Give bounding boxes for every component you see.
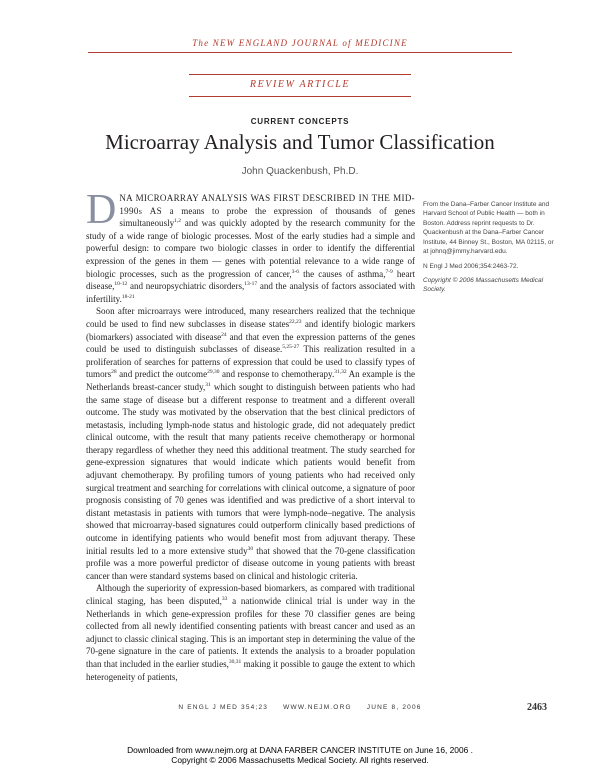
article-type-rule-top bbox=[189, 74, 411, 75]
article-type-rule-bottom bbox=[189, 96, 411, 97]
download-notice bbox=[0, 745, 600, 765]
lead-in-smallcaps: NA MICROARRAY ANALYSIS WAS FIRST DESCRIBED IN THE MID-1990s AS bbox=[119, 193, 415, 216]
citation: N Engl J Med 2006;354:2463-72. bbox=[423, 263, 519, 271]
reference-superscript: 10-12 bbox=[114, 281, 128, 288]
reference-superscript: 28 bbox=[111, 369, 117, 376]
reference-superscript: 30 bbox=[247, 545, 254, 552]
page-footer: N ENGL J MED 354;23 WWW.NEJM.ORG JUNE 8, 2006 bbox=[178, 704, 422, 711]
reference-superscript: 18-21 bbox=[121, 293, 135, 300]
reference-superscript: 7-9 bbox=[385, 268, 393, 275]
text-run: and response to chemotherapy. bbox=[219, 369, 335, 380]
page-number: 2463 bbox=[527, 702, 547, 713]
reference-superscript: 24 bbox=[221, 331, 227, 338]
reference-superscript: 30,31 bbox=[228, 658, 242, 665]
text-run: and the analysis of factors associated with infertility. bbox=[86, 281, 415, 304]
text-run: heart disease, bbox=[86, 268, 415, 292]
text-run: and identify biologic markers (biomarkers) associated with disease bbox=[86, 318, 415, 342]
text-run: and was quickly adopted by the research community for the study of a wide range of biologic processes. Most of the early studies had a simple and powerful design: to compare two biologic classes in order to identify the differential expression of the genes in them — genes with potential relevance to a wide range of biologic processes, such as the progression of cancer, bbox=[86, 218, 415, 279]
reference-superscript: 22,23 bbox=[289, 318, 302, 325]
reference-superscript: 3-6 bbox=[291, 268, 299, 275]
header-rule bbox=[88, 52, 512, 53]
reference-superscript: 29,30 bbox=[207, 369, 220, 376]
text-run: that showed that the 70-gene classification profile was a more powerful predictor of disease outcome in young patients with breast cancer than were standard systems based on clinical and histologic criteria. bbox=[86, 545, 415, 581]
author-affiliation: From the Dana–Farber Cancer Institute and Harvard School of Public Health — both in Boston. Address reprint requests to Dr. Quackenbush at the Dana–Farber Cancer Institute, 44 Binney St., Boston, MA 02115, or at johnq@jimmy.harvard.edu. bbox=[423, 201, 554, 256]
text-run: An example is the Netherlands breast-cancer study, bbox=[86, 369, 415, 392]
text-run: Although the superiority of expression-based biomarkers, as compared with traditional clinical staging, has been disputed, bbox=[86, 583, 415, 606]
download-line: Downloaded from www.nejm.org at DANA FARBER CANCER INSTITUTE on June 16, 2006 . bbox=[127, 745, 473, 755]
article-body bbox=[86, 187, 416, 683]
copyright-notice: Copyright © 2006 Massachusetts Medical Society. bbox=[423, 276, 544, 294]
text-run: and that even the expression patterns of the genes could be used to distinguish subclasses of disease. bbox=[86, 331, 415, 355]
article-sidebar bbox=[423, 200, 557, 301]
paragraph-1 bbox=[86, 187, 415, 305]
text-run: making it possible to gauge the extent to which heterogeneity of patients, bbox=[86, 658, 415, 682]
text-run: This realization resulted in a proliferation of searches for patterns of expression that could be used to classify types of tumors bbox=[86, 344, 415, 380]
reference-superscript: 33 bbox=[221, 595, 228, 602]
copyright-line: Copyright © 2006 Massachusetts Medical Society. All rights reserved. bbox=[171, 755, 429, 765]
text-run: and predict the outcome bbox=[116, 369, 208, 380]
author-name: John Quackenbush, Ph.D. bbox=[241, 166, 359, 177]
section-label: CURRENT CONCEPTS bbox=[250, 117, 350, 126]
journal-header: The NEW ENGLAND JOURNAL of MEDICINE bbox=[192, 38, 408, 48]
reference-superscript: 5,25-27 bbox=[282, 344, 300, 351]
article-type: REVIEW ARTICLE bbox=[249, 79, 351, 90]
text-run: and neuropsychiatric disorders, bbox=[127, 281, 245, 292]
text-run: a nationwide clinical trial is under way in the Netherlands in which gene-expression profiles for these 70 classifier genes are being collected from all newly identified consenting patients with breast cancer and used as an adjunct to classic clinical staging. This is an important step in determining the value of the 70-gene signature in the care of patients. It extends the analysis to a broader population than that included in the earlier studies, bbox=[86, 596, 416, 669]
reference-superscript: 13-17 bbox=[244, 281, 258, 288]
paragraph-3 bbox=[86, 582, 415, 683]
text-run: Soon after microarrays were introduced, many researchers realized that the technique could be used to find new subclasses in disease states bbox=[86, 306, 415, 329]
reference-superscript: 1,2 bbox=[174, 218, 181, 225]
paragraph-2 bbox=[86, 305, 415, 582]
text-run: the causes of asthma, bbox=[299, 268, 386, 279]
article-title: Microarray Analysis and Tumor Classification bbox=[105, 130, 495, 154]
drop-cap: D bbox=[86, 187, 117, 233]
text-run: which sought to distinguish between patients who had the same stage of disease but a different response to treatment and a different overall outcome. The study was motivated by the observation that the best clinical predictors of metastasis, including lymph-node status and histologic grade, did not adequately predict clinical outcome, with the result that many patients receive chemotherapy or hormonal therapy regardless of whether they need this additional treatment. The study searched for gene-expression signatures that would indicate which patients would benefit from adjuvant chemotherapy. By profiling tumors of young patients who had received only surgical treatment and searching for correlations with clinical outcome, a signature of poor prognosis consisting of 70 genes was identified and was predictive of a short interval to distant metastasis in patients with tumors that were lymph-node–negative. The analysis showed that microarray-based signatures could outperform clinically based predictions of outcome in identifying patients who would benefit most from adjuvant therapy. These initial results led to a more extensive study bbox=[86, 381, 415, 556]
reference-superscript: 31,32 bbox=[334, 369, 347, 376]
text-run: a means to probe the expression of thousands of genes simultaneously bbox=[119, 205, 415, 229]
reference-superscript: 31 bbox=[205, 381, 211, 388]
